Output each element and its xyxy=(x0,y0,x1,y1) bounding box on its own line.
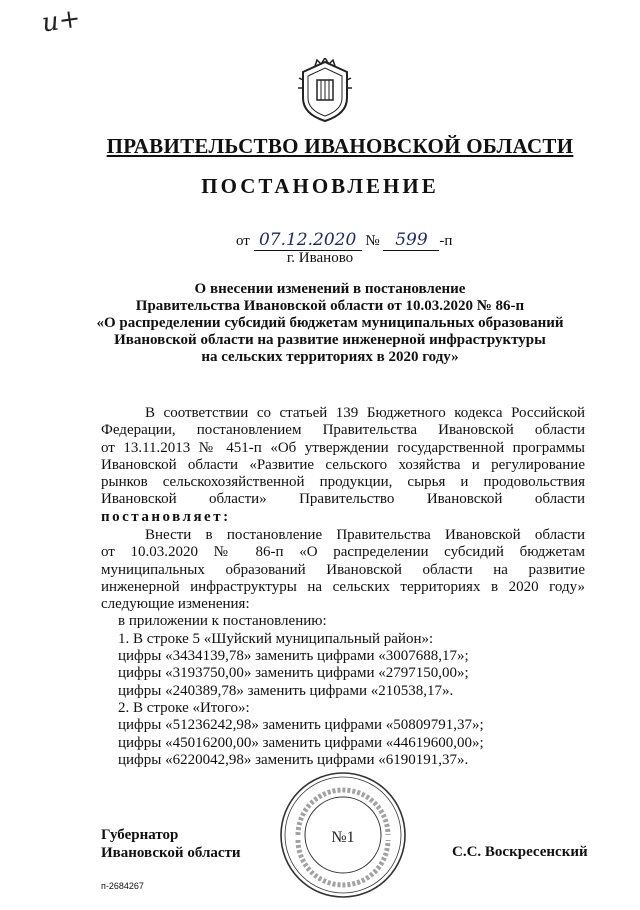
change-item: 2. В строке «Итого»: xyxy=(118,699,250,716)
text-line: следующие изменения: xyxy=(101,596,250,613)
change-item: цифры «45016200,00» заменить цифрами «44619600,00»; xyxy=(118,734,484,751)
text-line: Ивановской области «Развитие сельского хозяйства и регулирование xyxy=(101,456,585,473)
stamp-number: №1 xyxy=(331,829,355,846)
government-title: ПРАВИТЕЛЬСТВО ИВАНОВСКОЙ ОБЛАСТИ xyxy=(106,134,574,158)
coat-of-arms-icon xyxy=(295,58,355,124)
signatory-name: С.С. Воскресенский xyxy=(452,844,588,860)
city: г. Иваново xyxy=(286,250,354,266)
subject-line: Ивановской области на развитие инженерной инфраструктуры xyxy=(114,332,546,348)
registration-number: п-2684267 xyxy=(101,881,144,891)
document-type: ПОСТАНОВЛЕНИЕ xyxy=(201,174,439,198)
document-subject xyxy=(95,281,565,366)
official-stamp xyxy=(268,760,418,910)
subject-line: «О распределении субсидий бюджетам муниципальных образований xyxy=(96,315,564,331)
change-item: 1. В строке 5 «Шуйский муниципальный район»: xyxy=(118,630,434,647)
signatory-title xyxy=(101,826,241,862)
date-number-line xyxy=(236,230,452,251)
subject-line: О внесении изменений в постановление xyxy=(194,281,466,297)
changes-intro: в приложении к постановлению: xyxy=(118,613,327,630)
handwritten-mark: и+ xyxy=(40,3,83,39)
text-line: от 10.03.2020 № 86-п «О распределении субсидий бюджетам xyxy=(101,544,585,561)
number-value: 599 xyxy=(383,230,439,251)
text-line: Ивановской области» Правительство Ивановской области xyxy=(101,491,585,508)
signatory-title-line: Губернатор xyxy=(101,827,179,843)
text-line: рынков сельскохозяйственной продукции, сырья и продовольствия xyxy=(101,474,585,491)
date-prefix: от xyxy=(236,233,250,249)
change-item: цифры «3434139,78» заменить цифрами «3007688,17»; xyxy=(118,648,469,665)
text-line: инженерной инфраструктуры на сельских территориях в 2020 году» xyxy=(101,578,585,595)
preamble-paragraph xyxy=(101,405,585,526)
resolves-word: постановляет: xyxy=(101,508,231,525)
text-line: Внести в постановление Правительства Ивановской области xyxy=(145,527,585,543)
change-item: цифры «3193750,00» заменить цифрами «2797150,00»; xyxy=(118,665,469,682)
number-prefix: № xyxy=(365,233,380,249)
text-line: В соответствии со статьей 139 Бюджетного кодекса Российской xyxy=(145,405,585,421)
signatory-title-line: Ивановской области xyxy=(101,845,241,861)
text-line: от 13.11.2013 № 451-п «Об утверждении государственной программы xyxy=(101,439,585,456)
subject-line: на сельских территориях в 2020 году» xyxy=(201,349,459,365)
subject-line: Правительства Ивановской области от 10.03.2020 № 86-п xyxy=(135,298,525,314)
number-suffix: -п xyxy=(439,233,453,249)
text-line: Федерации, постановлением Правительства Ивановской области xyxy=(101,422,585,439)
change-item: цифры «6220042,98» заменить цифрами «6190191,37». xyxy=(118,751,469,768)
operative-paragraph xyxy=(101,527,585,769)
text-line: муниципальных образований Ивановской области на развитие xyxy=(101,561,585,578)
change-item: цифры «240389,78» заменить цифрами «210538,17». xyxy=(118,682,454,699)
change-item: цифры «51236242,98» заменить цифрами «50809791,37»; xyxy=(118,717,484,734)
date-value: 07.12.2020 xyxy=(254,230,362,251)
